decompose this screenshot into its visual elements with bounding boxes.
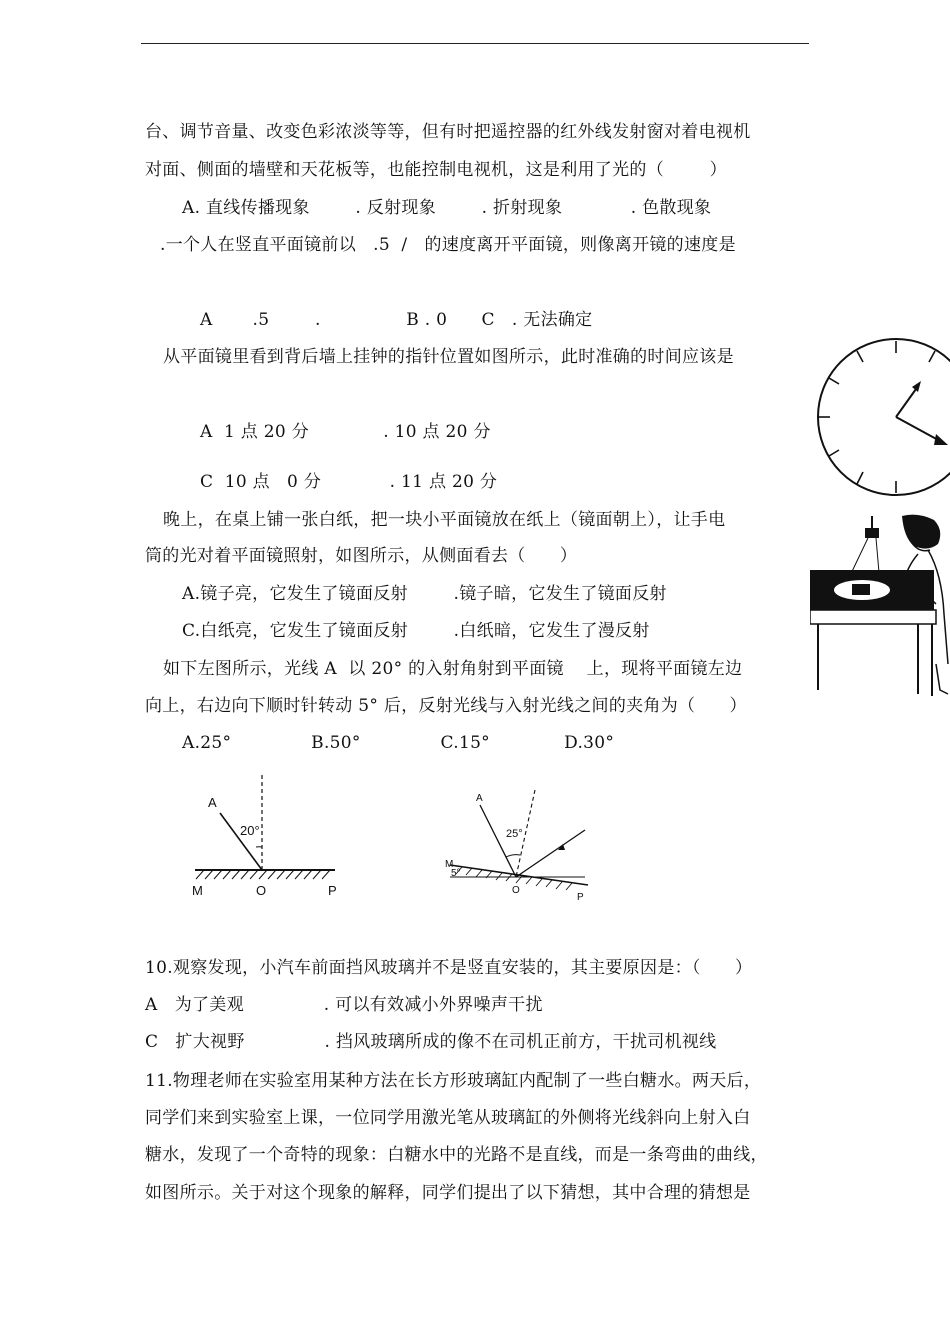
angle-label: 25° (506, 828, 523, 840)
question-line: 11.物理老师在实验室用某种方法在长方形玻璃缸内配制了一些白糖水。两天后， (145, 1071, 762, 1091)
mirror-label-center: O (512, 885, 520, 896)
text-line: 同学们来到实验室上课，一位同学用激光笔从玻璃缸的外侧将光线斜向上射入白 (145, 1108, 751, 1128)
option-line: A.镜子亮，它发生了镜面反射 .镜子暗，它发生了镜面反射 (182, 584, 667, 604)
mirror-label-right: P (577, 892, 584, 903)
option-line: A. 直线传播现象 . 反射现象 . 折射现象 . 色散现象 (182, 198, 712, 218)
option-line: A 为了美观 . 可以有效减小外界噪声干扰 (145, 995, 543, 1015)
text-line: 如图所示。关于对这个现象的解释，同学们提出了以下猜想，其中合理的猜想是 (145, 1183, 751, 1203)
option-line: A .5 . B . 0 C . 无法确定 (200, 310, 593, 330)
text-line: 对面、侧面的墙壁和天花板等，也能控制电视机，这是利用了光的（ ） (145, 160, 727, 180)
header-rule (141, 43, 809, 44)
ray-label: A (476, 793, 483, 804)
mirror-label-center: O (256, 883, 267, 898)
mirror-clock-figure (812, 333, 950, 499)
option-line: C 10 点 0 分 . 11 点 20 分 (200, 472, 498, 492)
question-line: .一个人在竖直平面镜前以 .5 / 的速度离开平面镜，则像离开镜的速度是 (160, 235, 736, 255)
mirror-diagram-right (440, 785, 600, 910)
text-line: 糖水，发现了一个奇特的现象：白糖水中的光路不是直线，而是一条弯曲的曲线， (145, 1145, 768, 1165)
ray-label: A (208, 795, 217, 810)
flashlight-mirror-figure (810, 514, 950, 704)
text-line: 筒的光对着平面镜照射，如图所示，从侧面看去（ ） (145, 546, 578, 566)
option-line: C 扩大视野 . 挡风玻璃所成的像不在司机正前方，干扰司机视线 (145, 1032, 717, 1052)
text-line: 向上，右边向下顺时针转动 5° 后，反射光线与入射光线之间的夹角为（ ） (145, 696, 747, 716)
text-line: 台、调节音量、改变色彩浓淡等等，但有时把遥控器的红外线发射窗对着电视机 (145, 122, 751, 142)
option-line: A 1 点 20 分 . 10 点 20 分 (200, 422, 491, 442)
mirror-label-left: M (192, 883, 203, 898)
question-line: 从平面镜里看到背后墙上挂钟的指针位置如图所示，此时准确的时间应该是 (163, 347, 734, 367)
question-line: 晚上，在桌上铺一张白纸，把一块小平面镜放在纸上（镜面朝上），让手电 (163, 510, 726, 530)
question-line: 10.观察发现，小汽车前面挡风玻璃并不是竖直安装的，其主要原因是：（ ） (145, 958, 753, 978)
mirror-label-left: M (445, 859, 454, 870)
option-line: A.25° B.50° C.15° D.30° (182, 733, 615, 753)
mirror-label-right: P (328, 883, 337, 898)
tilt-label: 5° (451, 868, 461, 879)
option-line: C.白纸亮，它发生了镜面反射 .白纸暗，它发生了漫反射 (182, 621, 650, 641)
mirror-diagram-left (190, 775, 350, 900)
angle-label: 20° (240, 823, 260, 838)
question-line: 如下左图所示，光线 A 以 20° 的入射角射到平面镜 上，现将平面镜左边 (163, 659, 743, 679)
